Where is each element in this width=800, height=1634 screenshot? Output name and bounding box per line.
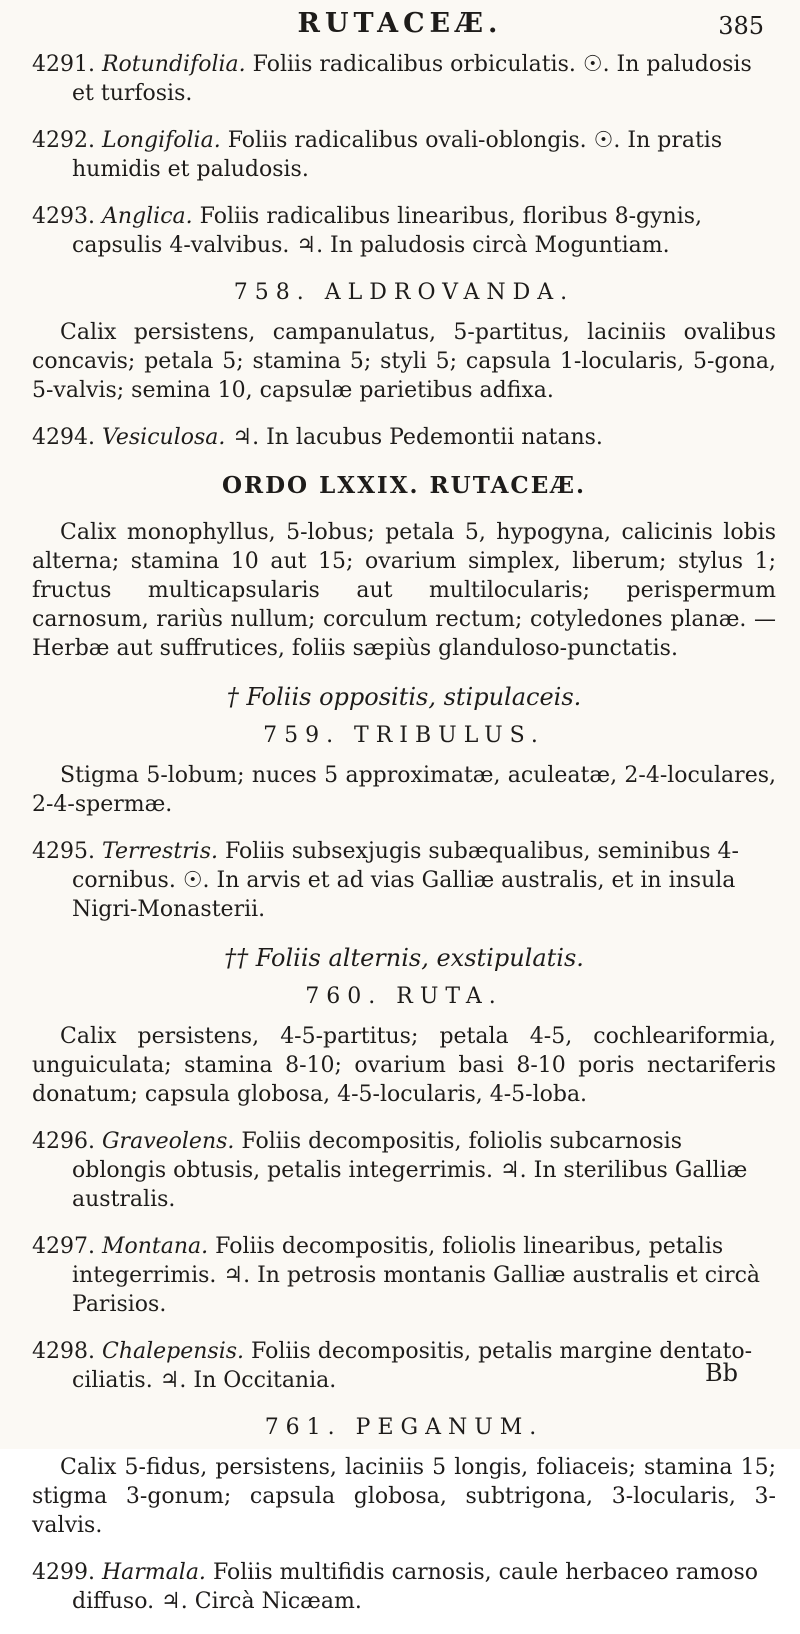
- genus-heading: 761. PEGANUM.: [264, 1415, 544, 1440]
- species-name: Montana.: [101, 1234, 209, 1259]
- species-name: Rotundifolia.: [101, 52, 246, 77]
- species-number: 4295.: [32, 839, 95, 864]
- signature-mark: Bb: [705, 1359, 738, 1387]
- subsection-heading: †† Foliis alternis, exstipulatis.: [224, 944, 584, 972]
- description-paragraph: Calix 5-fidus, persistens, laciniis 5 longis, foliaceis; stamina 15; stigma 3-gonum; capsula globosa, subtrigona, 3-locularis, 3-valvis.: [32, 1455, 776, 1538]
- species-number: 4297.: [32, 1234, 95, 1259]
- subsection-heading: † Foliis oppositis, stipulaceis.: [226, 683, 582, 711]
- species-description: Foliis subsexjugis subæqualibus, seminibus 4-cornibus. ☉. In arvis et ad vias Galliæ australis, et in insula Nigri-Monasterii.: [72, 839, 739, 922]
- species-number: 4294.: [32, 425, 95, 450]
- species-number: 4293.: [32, 204, 95, 229]
- page-content: [32, 50, 776, 1634]
- species-number: 4299.: [32, 1560, 95, 1585]
- species-name: Chalepensis.: [101, 1339, 245, 1364]
- species-entry: [32, 50, 776, 108]
- genus-heading: 758. ALDROVANDA.: [233, 280, 575, 305]
- species-description: Foliis radicalibus ovali-oblongis. ☉. In pratis humidis et paludosis.: [72, 128, 723, 182]
- species-name: Terrestris.: [101, 839, 218, 864]
- species-number: 4291.: [32, 52, 95, 77]
- species-name: Anglica.: [101, 204, 193, 229]
- description-paragraph: Calix monophyllus, 5-lobus; petala 5, hypogyna, calicinis lobis alterna; stamina 10 aut 15; ovarium simplex, liberum; stylus 1; fructus multicapsularis aut multilocularis; perispermum carnosum, rariùs nullum; corculum rectum; cotyledones planæ. — Herbæ aut suffrutices, foliis sæpiùs glanduloso-punctatis.: [32, 520, 776, 661]
- species-entry: [32, 1337, 776, 1395]
- species-description: Foliis decompositis, foliolis subcarnosis oblongis obtusis, petalis integerrimis. ♃. In sterilibus Galliæ australis.: [72, 1129, 748, 1212]
- description-paragraph: Calix persistens, 4-5-partitus; petala 4-5, cochleariformia, unguiculata; stamina 8-10; ovarium basi 8-10 poris nectariferis donatum; capsula globosa, 4-5-locularis, 4-5-loba.: [32, 1024, 776, 1107]
- species-description: Foliis multifidis carnosis, caule herbaceo ramoso diffuso. ♃. Circà Nicæam.: [72, 1560, 759, 1614]
- species-number: 4298.: [32, 1339, 95, 1364]
- page-number: 385: [718, 12, 764, 40]
- species-entry: [32, 837, 776, 924]
- species-description: Foliis radicalibus orbiculatis. ☉. In paludosis et turfosis.: [72, 52, 752, 106]
- species-name: Harmala.: [101, 1560, 206, 1585]
- species-name: Vesiculosa.: [101, 425, 226, 450]
- species-description: ♃. In lacubus Pedemontii natans.: [232, 425, 603, 450]
- order-heading: ORDO LXXIX. RUTACEÆ.: [221, 472, 587, 499]
- species-entry: [32, 1127, 776, 1214]
- running-head: [0, 4, 800, 44]
- species-entry: [32, 126, 776, 184]
- species-entry: [32, 1558, 776, 1616]
- genus-heading: 759. TRIBULUS.: [263, 723, 545, 748]
- description-paragraph: Calix persistens, campanulatus, 5-partitus, laciniis ovalibus concavis; petala 5; stamina 5; styli 5; capsula 1-locularis, 5-gona, 5-valvis; semina 10, capsulæ parietibus adfixa.: [32, 320, 776, 403]
- description-paragraph: Stigma 5-lobum; nuces 5 approximatæ, aculeatæ, 2-4-loculares, 2-4-spermæ.: [32, 763, 776, 817]
- species-name: Graveolens.: [101, 1129, 235, 1154]
- species-entry: [32, 202, 776, 260]
- running-title: RUTACEÆ.: [297, 8, 503, 39]
- species-description: Foliis decompositis, petalis margine dentato-ciliatis. ♃. In Occitania.: [72, 1339, 753, 1393]
- species-name: Longifolia.: [101, 128, 221, 153]
- species-entry: [32, 1232, 776, 1319]
- species-number: 4292.: [32, 128, 95, 153]
- species-description: Foliis decompositis, foliolis linearibus, petalis integerrimis. ♃. In petrosis montanis Galliæ australis et circà Parisios.: [72, 1234, 761, 1317]
- species-description: Foliis radicalibus linearibus, floribus 8-gynis, capsulis 4-valvibus. ♃. In paludosis circà Moguntiam.: [72, 204, 703, 258]
- species-number: 4296.: [32, 1129, 95, 1154]
- genus-heading: 760. RUTA.: [305, 984, 503, 1009]
- species-entry: [32, 423, 776, 452]
